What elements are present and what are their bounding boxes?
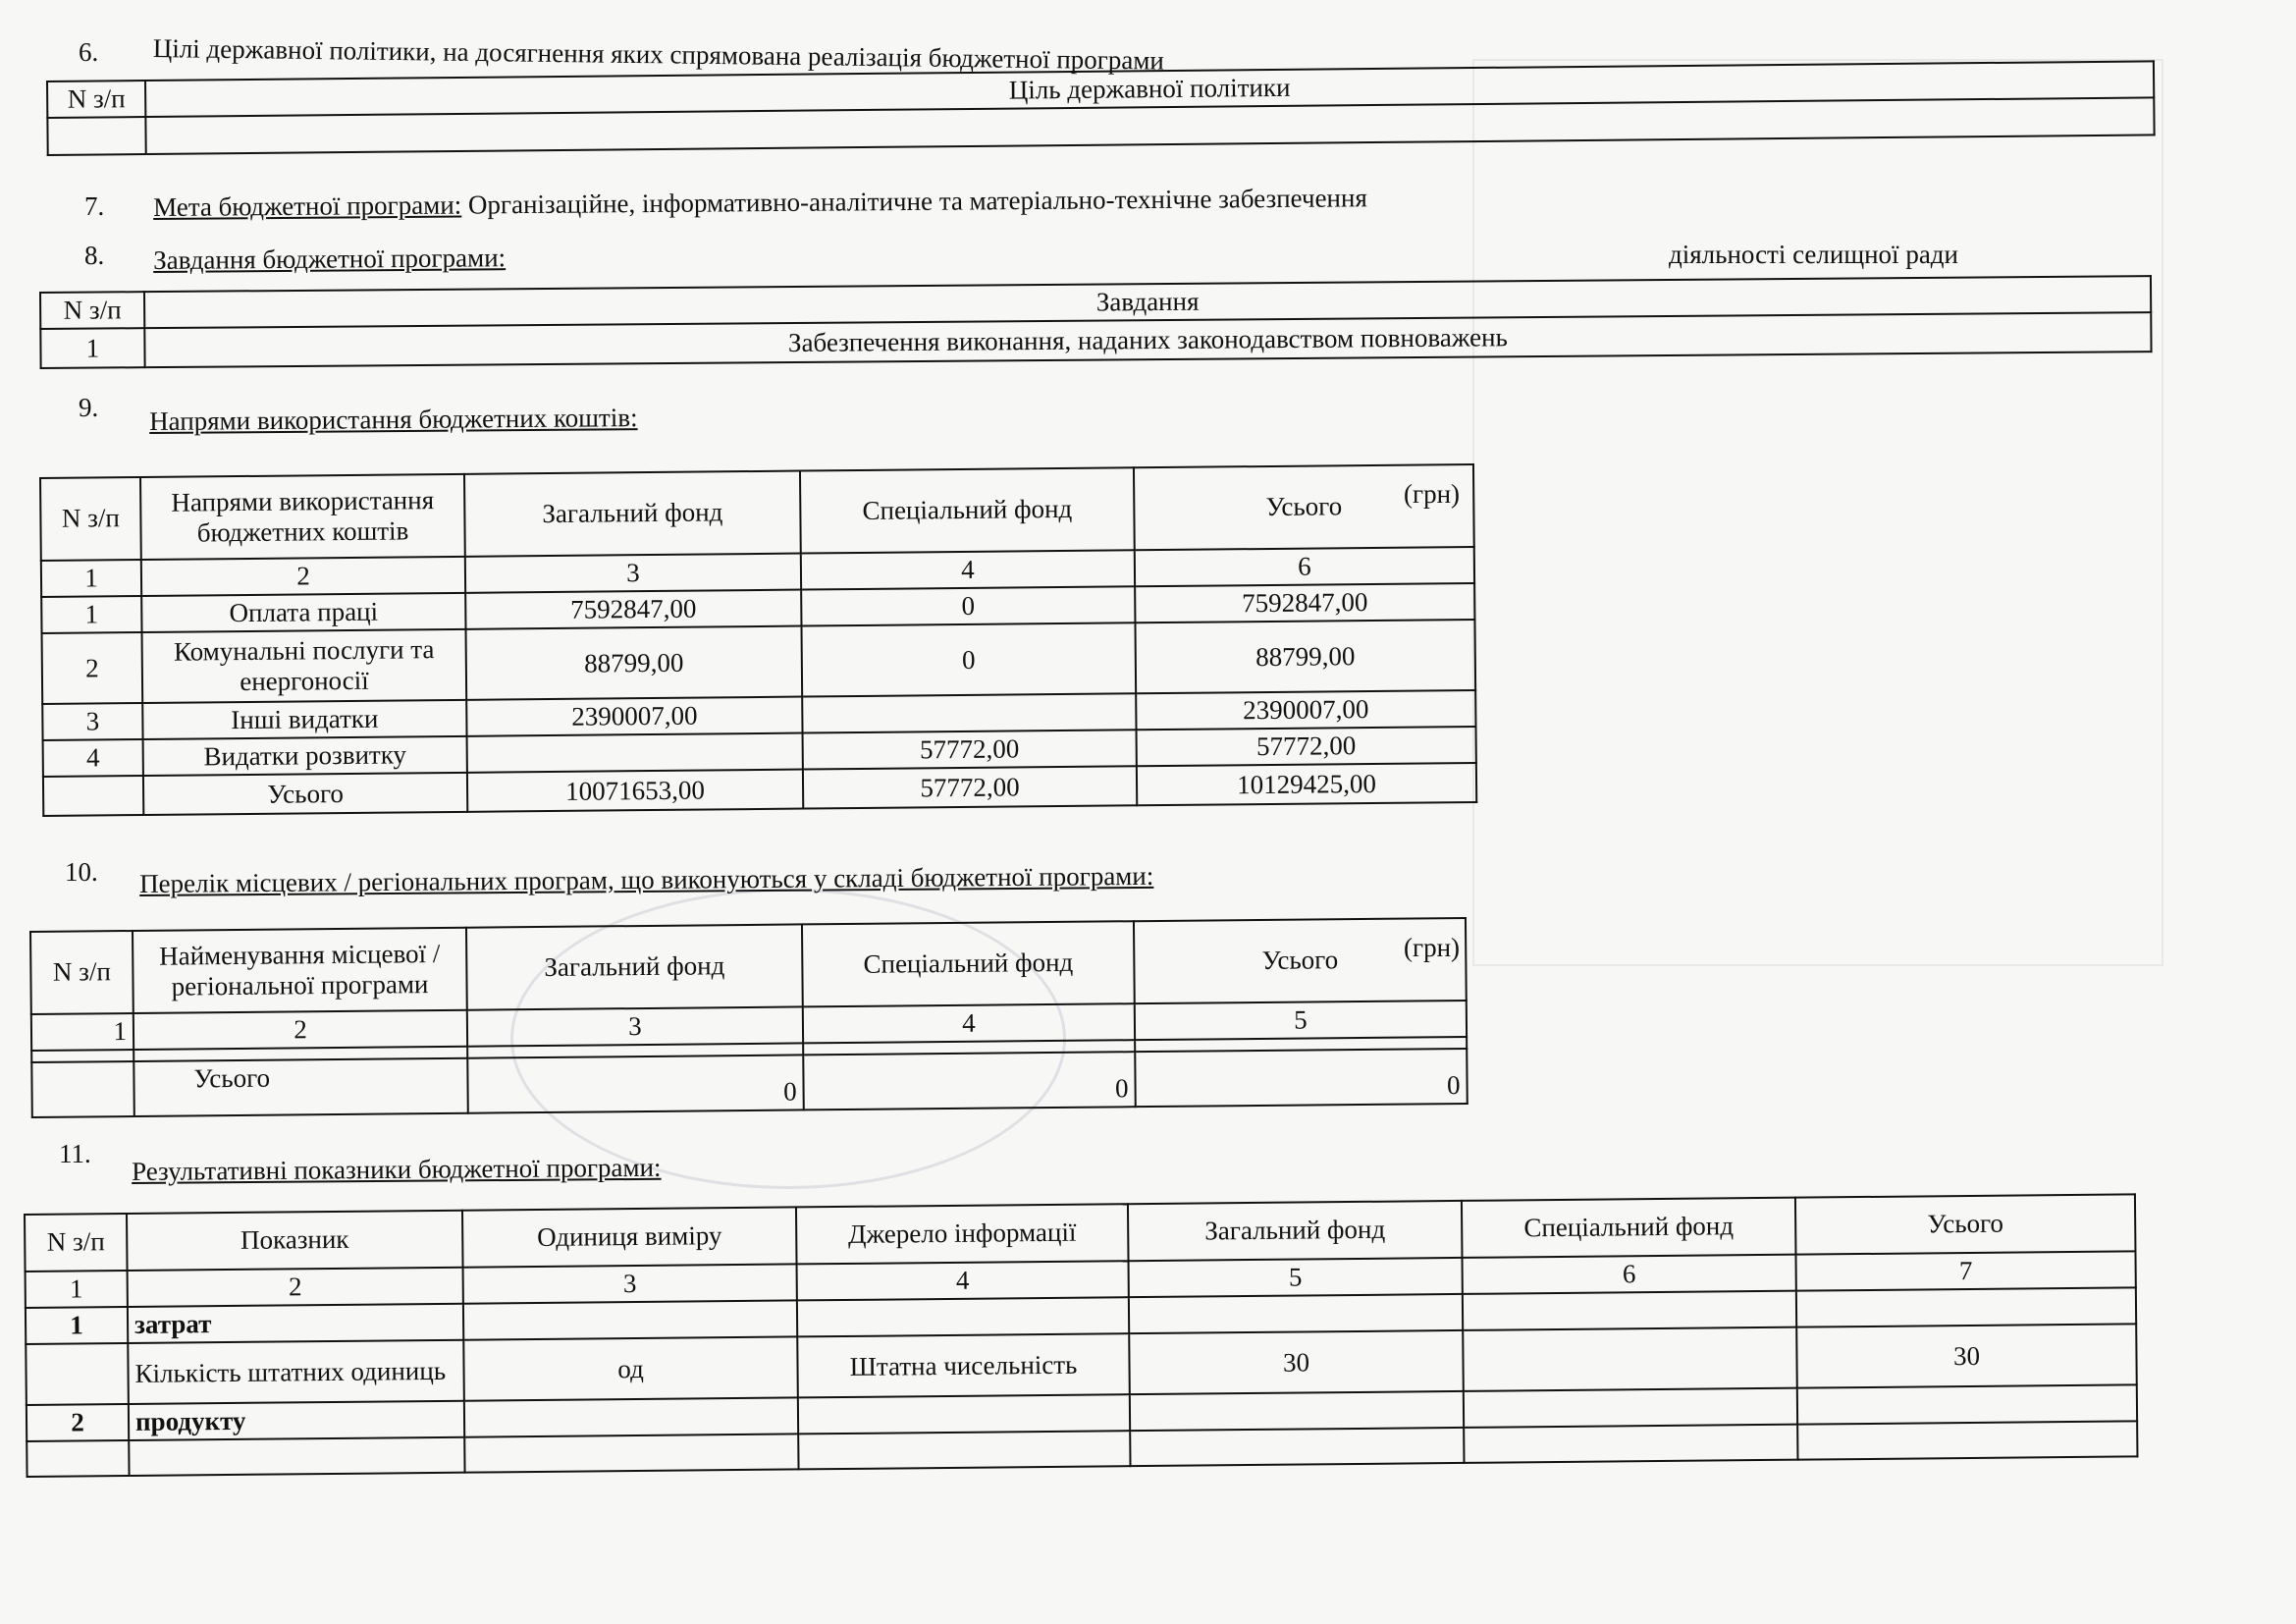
col-number: 4 — [801, 550, 1135, 589]
col-number: 4 — [803, 1003, 1135, 1043]
col-number: 5 — [1129, 1258, 1463, 1297]
header-num: N з/п — [25, 1214, 128, 1272]
header-special-fund: Спеціальний фонд — [1462, 1198, 1796, 1258]
header-total: Усього — [1134, 464, 1474, 550]
row-name: Інші видатки — [142, 700, 466, 739]
header-special-fund: Спеціальний фонд — [800, 467, 1135, 553]
task-num: 1 — [40, 328, 144, 368]
row-special — [1464, 1388, 1797, 1428]
col-number: 7 — [1795, 1251, 2135, 1290]
total-label: Усього — [133, 1058, 468, 1116]
task-text: Забезпечення виконання, наданих законодавством повноважень — [144, 312, 2151, 367]
header-total: Усього — [1134, 918, 1467, 1003]
header-goal: Ціль державної політики — [145, 61, 2154, 117]
row-unit — [464, 1398, 798, 1437]
row-total — [1796, 1287, 2136, 1326]
row-total: 30 — [1796, 1324, 2137, 1387]
header-program: Найменування місцевої / регіональної програми — [133, 928, 467, 1013]
row-num: 1 — [26, 1307, 128, 1344]
section-11-label: Результативні показники бюджетної програми: — [132, 1152, 662, 1186]
row-special: 0 — [801, 623, 1136, 696]
header-general-fund: Загальний фонд — [464, 471, 801, 557]
col-number: 6 — [1135, 547, 1474, 586]
section-7-line — [153, 183, 1367, 223]
total-num — [43, 776, 143, 816]
col-number: 2 — [128, 1268, 463, 1307]
section-8-label: Завдання бюджетної програми: — [153, 243, 507, 275]
col-number: 3 — [467, 1006, 803, 1046]
header-general-fund: Загальний фонд — [466, 924, 803, 1009]
total-general: 0 — [467, 1055, 804, 1112]
row-total: 2390007,00 — [1136, 690, 1475, 730]
col-number: 1 — [31, 1013, 133, 1051]
total-total: 0 — [1135, 1049, 1468, 1107]
row-num: 1 — [41, 596, 141, 633]
row-name: Оплата праці — [141, 593, 465, 632]
row-special — [1463, 1327, 1797, 1391]
header-num: N з/п — [40, 477, 141, 561]
col-number: 3 — [463, 1264, 797, 1303]
section-11-number: 11. — [59, 1139, 91, 1168]
row-unit: од — [463, 1337, 798, 1401]
row-general — [467, 733, 803, 773]
col-number: 1 — [26, 1271, 128, 1308]
directions-table — [39, 463, 1477, 817]
row-num: 4 — [43, 739, 143, 777]
row-num: 2 — [42, 632, 143, 704]
section-6-number: 6. — [79, 37, 99, 67]
col-number: 4 — [797, 1261, 1129, 1300]
header-num: N з/п — [40, 292, 144, 329]
section-8-number: 8. — [84, 241, 105, 270]
header-general-fund: Загальний фонд — [1128, 1201, 1463, 1261]
total-label: Усього — [143, 773, 467, 815]
row-general — [1129, 1294, 1463, 1333]
total-general: 10071653,00 — [467, 770, 803, 812]
row-source — [798, 1394, 1130, 1434]
row-source — [797, 1297, 1129, 1336]
row-special: 57772,00 — [803, 730, 1137, 769]
total-special: 0 — [803, 1052, 1136, 1110]
row-name: Кількість штатних одиниць — [128, 1340, 464, 1404]
total-total: 10129425,00 — [1137, 763, 1476, 805]
row-num — [26, 1343, 129, 1405]
row-name: продукту — [129, 1401, 464, 1440]
header-num: N з/п — [30, 931, 133, 1014]
row-num: 2 — [27, 1404, 129, 1441]
header-indicator: Показник — [127, 1211, 463, 1271]
row-special — [802, 693, 1136, 732]
row-general — [1130, 1391, 1464, 1431]
col-number: 3 — [465, 554, 801, 593]
row-total: 7592847,00 — [1135, 583, 1474, 623]
empty-cell — [1130, 1428, 1464, 1466]
row-name: затрат — [128, 1304, 463, 1343]
row-total: 57772,00 — [1137, 727, 1476, 766]
row-num: 3 — [42, 703, 142, 740]
section-7-label: Мета бюджетної програми: — [153, 189, 462, 222]
col-number: 6 — [1462, 1255, 1795, 1294]
indicators-table — [24, 1193, 2138, 1478]
programs-table — [29, 917, 1468, 1118]
row-source: Штатна чисельність — [797, 1333, 1130, 1397]
header-direction: Напрями використання бюджетних коштів — [140, 474, 465, 560]
row-special — [1463, 1291, 1796, 1330]
row-general: 2390007,00 — [466, 697, 802, 736]
section-7-text: Організаційне, інформативно-аналітичне та матеріально-технічне забезпечення — [467, 183, 1367, 220]
empty-cell — [1464, 1425, 1797, 1463]
empty-cell — [1797, 1421, 2137, 1459]
total-num — [31, 1061, 134, 1117]
col-number: 5 — [1135, 1001, 1467, 1040]
empty-cell — [464, 1435, 798, 1473]
col-number: 1 — [41, 560, 141, 597]
header-task: Завдання — [144, 276, 2151, 328]
bleed-through-table — [1472, 59, 2163, 966]
section-10-label: Перелік місцевих / регіональних програм, що виконуються у складі бюджетної програми: — [139, 860, 1154, 898]
section-9-number: 9. — [79, 393, 99, 422]
empty-cell — [129, 1437, 464, 1476]
col-number: 2 — [133, 1010, 467, 1050]
section-6-title: Цілі державної політики, на досягнення яких спрямована реалізація бюджетної програми — [152, 33, 1165, 76]
tasks-table — [39, 275, 2153, 369]
total-special: 57772,00 — [803, 766, 1137, 808]
row-special: 0 — [801, 586, 1135, 625]
header-unit: Одиниця виміру — [462, 1207, 797, 1267]
row-general: 30 — [1129, 1330, 1464, 1394]
row-total: 88799,00 — [1135, 620, 1475, 693]
row-name: Комунальні послуги та енергоносії — [142, 629, 467, 703]
empty-cell — [31, 1050, 133, 1062]
section-7-number: 7. — [84, 191, 105, 221]
empty-cell — [27, 1440, 129, 1477]
section-7-text-continuation: діяльності селищної ради — [1669, 240, 1958, 269]
empty-cell — [798, 1431, 1130, 1469]
row-general: 88799,00 — [466, 626, 803, 700]
row-total — [1797, 1384, 2137, 1424]
section-10-number: 10. — [65, 857, 98, 887]
row-general: 7592847,00 — [465, 590, 801, 629]
header-total: Усього — [1795, 1194, 2136, 1254]
row-unit — [463, 1300, 797, 1339]
row-name: Видатки розвитку — [143, 736, 467, 776]
goal-cell-num — [47, 117, 145, 155]
section-9-label: Напрями використання бюджетних коштів: — [149, 403, 638, 436]
section-9-unit: (грн) — [1404, 479, 1461, 509]
section-10-unit: (грн) — [1404, 933, 1461, 962]
header-source: Джерело інформації — [796, 1204, 1129, 1264]
header-num: N з/п — [47, 81, 145, 118]
col-number: 2 — [141, 557, 465, 596]
header-special-fund: Спеціальний фонд — [802, 921, 1135, 1006]
